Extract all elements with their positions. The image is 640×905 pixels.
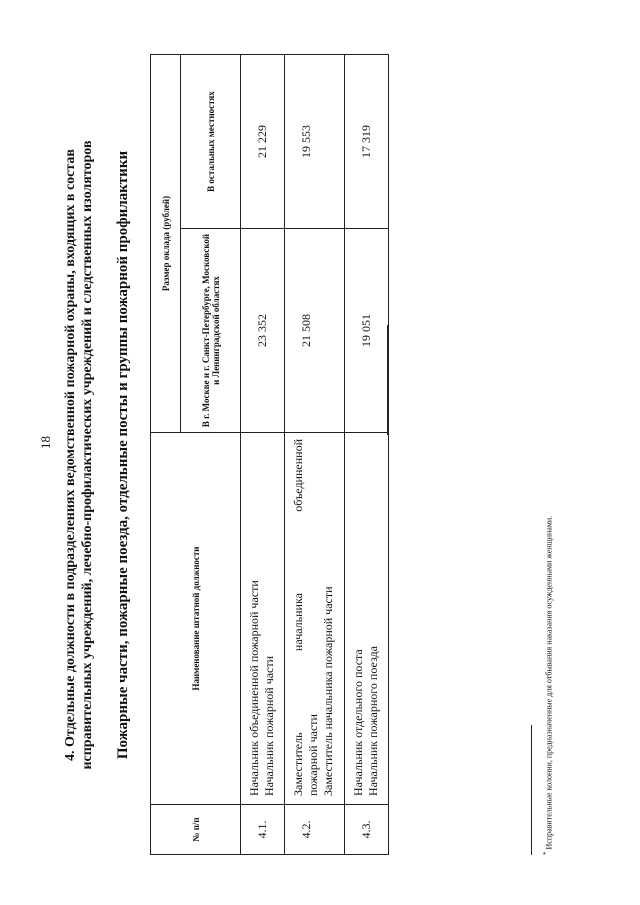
footnote [542,75,554,855]
salary-table [150,54,389,855]
footnote-text: Исправительные колонии, предназначенные для отбывания наказания осужденными женщинами. [544,515,554,850]
section-heading-line-1: 4. Отдельные должности в подразделениях ведомственной пожарной охраны, входящих в состав [63,149,78,762]
header-number: № п/п [151,805,241,855]
end-divider-line [387,325,388,435]
header-other-regions: В остальных местностях [181,55,241,229]
position-name-word: Заместитель [291,732,305,796]
table-row [285,55,345,855]
position-name [285,433,345,805]
page-number: 18 [38,436,53,449]
row-number: 4.3. [345,805,389,855]
header-position-name: Наименование штатной должности [151,433,241,805]
position-name-line: Начальник пожарного поезда [366,646,380,796]
position-name-word: объединенной [291,439,305,512]
salary-other: 19 553 [285,55,345,229]
salary-moscow: 21 508 [285,229,345,433]
salary-other: 21 229 [241,55,285,229]
section-subheading: Пожарные части, пожарные поезда, отдельные посты и группы пожарной профилактики [115,150,131,760]
row-number: 4.1. [241,805,285,855]
position-name-line: пожарной части [306,714,320,796]
section-heading [62,75,96,835]
footnote-mark: * [542,851,550,855]
position-name [345,433,389,805]
position-name-justified-line [291,439,306,796]
header-moscow-spb: В г. Москве и г. Санкт-Петербурге, Московской и Ленинградской областях [181,229,241,433]
salary-moscow: 19 051 [345,229,389,433]
table-row [345,55,389,855]
section-heading-line-2: исправительных учреждений, лечебно-профилактических учреждений и следственных изоляторов [80,140,95,770]
position-name-line: Начальник объединенной пожарной части [247,580,261,796]
salary-moscow: 23 352 [241,229,285,433]
salary-other: 17 319 [345,55,389,229]
rotated-page-content [62,35,582,875]
position-name-line: Начальник пожарной части [262,655,276,796]
position-name-line: Начальник отдельного поста [351,649,365,796]
position-name [241,433,285,805]
header-salary-group: Размер оклада (рублей) [151,55,181,433]
position-name-word: начальника [291,593,305,652]
position-name-line: Заместитель начальника пожарной части [321,586,335,796]
table-row [241,55,285,855]
row-number: 4.2. [285,805,345,855]
footnote-separator [531,725,532,855]
